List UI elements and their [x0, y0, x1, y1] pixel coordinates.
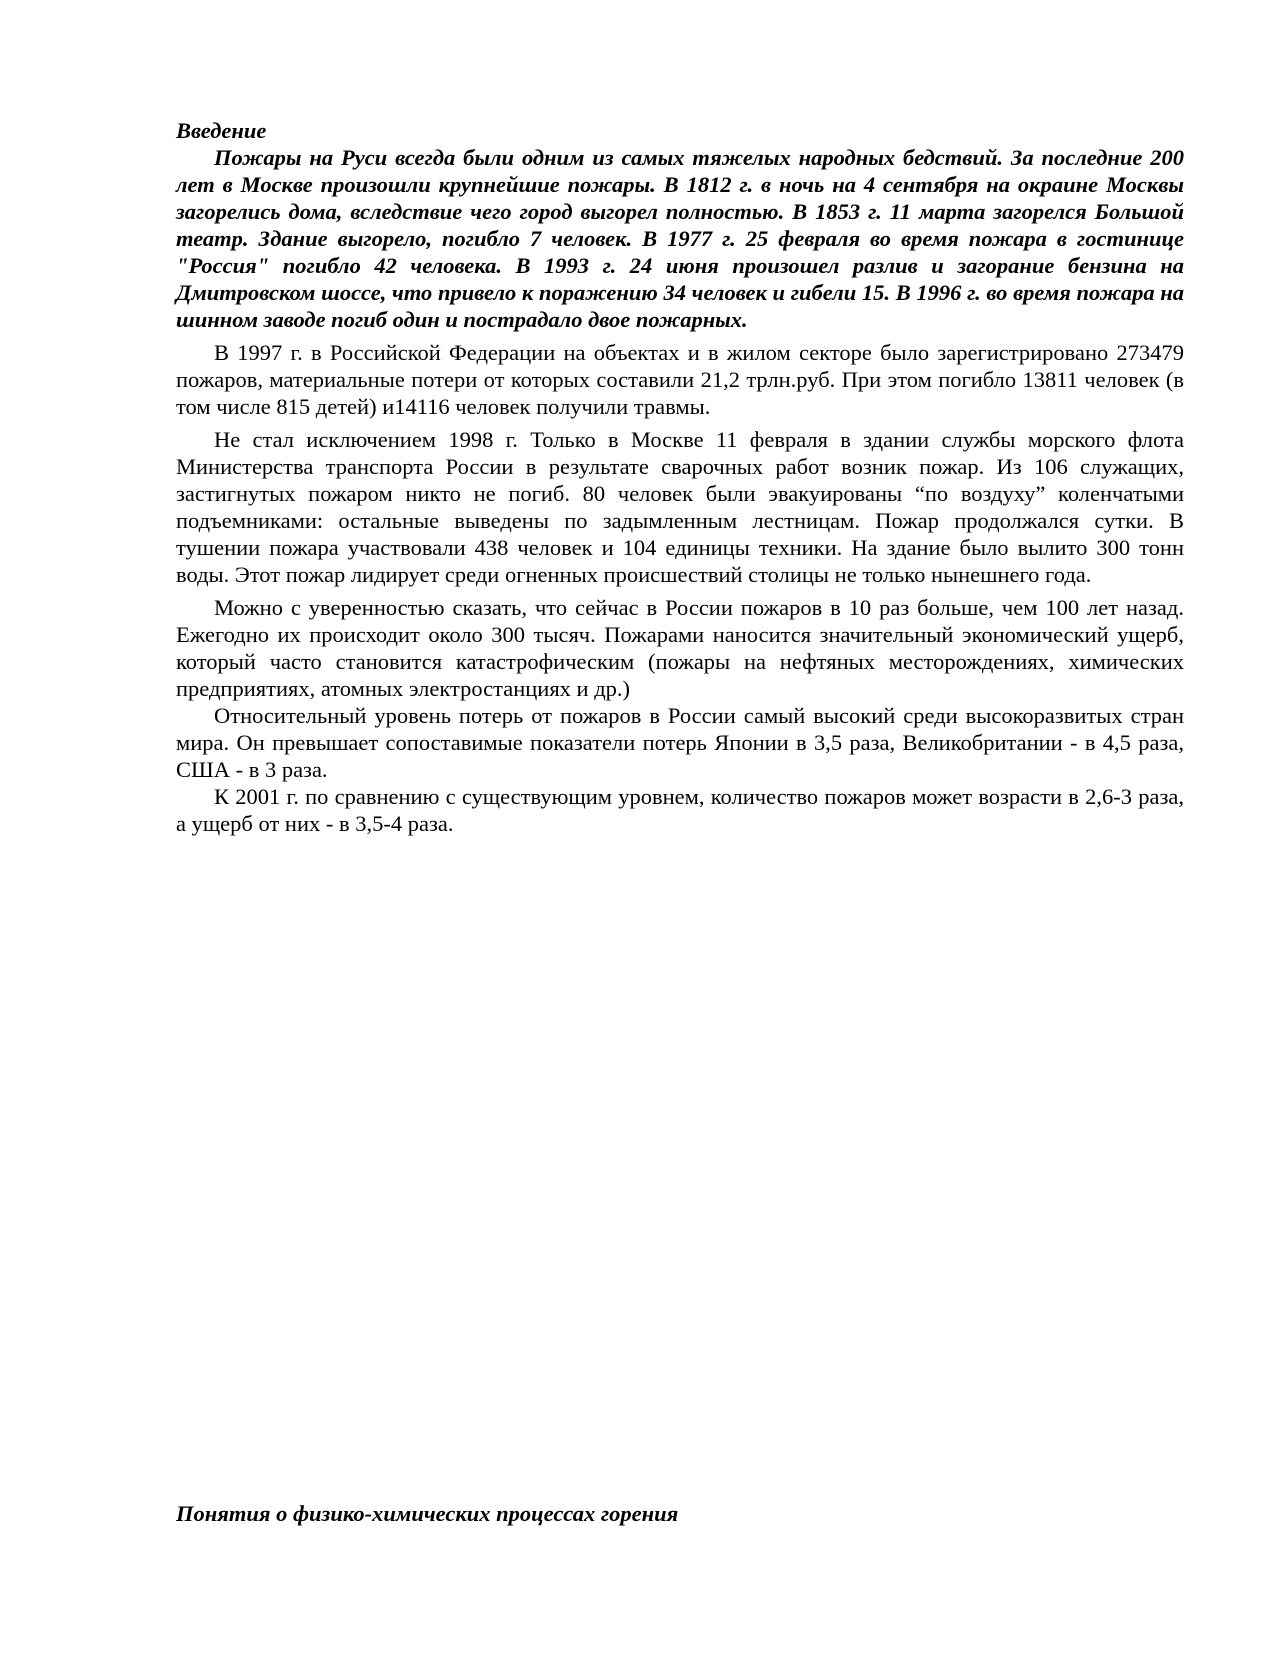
- paragraph-1998-fire: Не стал исключением 1998 г. Только в Москве 11 февраля в здании службы морского флота Министерства транспорта России в результате сварочных работ возник пожар. Из 106 служащих, застигнутых пожаром никто не погиб. 80 человек были эвакуированы “по воздуху” коленчатыми подъемниками: остальные выведены по задымленным лестницам. Пожар продолжался сутки. В тушении пожара участвовали 438 человек и 104 единицы техники. На здание было вылито 300 тонн воды. Этот пожар лидирует среди огненных происшествий столицы не только нынешнего года.: [176, 427, 1184, 587]
- paragraph-fire-frequency: Можно с уверенностью сказать, что сейчас в России пожаров в 10 раз больше, чем 100 лет назад. Ежегодно их происходит около 300 тысяч. Пожарами наносится значительный экономический ущерб, который часто становится катастрофическим (пожары на нефтяных месторождениях, химических предприятиях, атомных электростанциях и др.): [176, 595, 1184, 701]
- paragraph-2001-forecast: К 2001 г. по сравнению с существующим уровнем, количество пожаров может возрасти в 2,6-3 раза, а ущерб от них - в 3,5-4 раза.: [176, 784, 1184, 836]
- document-body: [176, 117, 1184, 843]
- section-heading-introduction: Введение: [176, 118, 267, 143]
- paragraph-relative-losses: Относительный уровень потерь от пожаров в России самый высокий среди высокоразвитых стран мира. Он превышает сопоставимые показатели потерь Японии в 3,5 раза, Великобритании - в 4,5 раза, США - в 3 раза.: [176, 703, 1184, 782]
- lead-paragraph: Пожары на Руси всегда были одним из самых тяжелых народных бедствий. За последние 200 лет в Москве произошли крупнейшие пожары. В 1812 г. в ночь на 4 сентября на окраине Москвы загорелись дома, вследствие чего город выгорел полностью. В 1853 г. 11 марта загорелся Большой театр. Здание выгорело, погибло 7 человек. В 1977 г. 25 февраля во время пожара в гостинице "Россия" погибло 42 человека. В 1993 г. 24 июня произошел разлив и загорание бензина на Дмитровском шоссе, что привело к поражению 34 человек и гибели 15. В 1996 г. во время пожара на шинном заводе погиб один и пострадало двое пожарных.: [176, 145, 1184, 332]
- section-heading-combustion: Понятия о физико-химических процессах горения: [176, 1501, 679, 1526]
- paragraph-1997-statistics: В 1997 г. в Российской Федерации на объектах и в жилом секторе было зарегистрировано 273479 пожаров, материальные потери от которых составили 21,2 трлн.руб. При этом погибло 13811 человек (в том числе 815 детей) и14116 человек получили травмы.: [176, 340, 1184, 419]
